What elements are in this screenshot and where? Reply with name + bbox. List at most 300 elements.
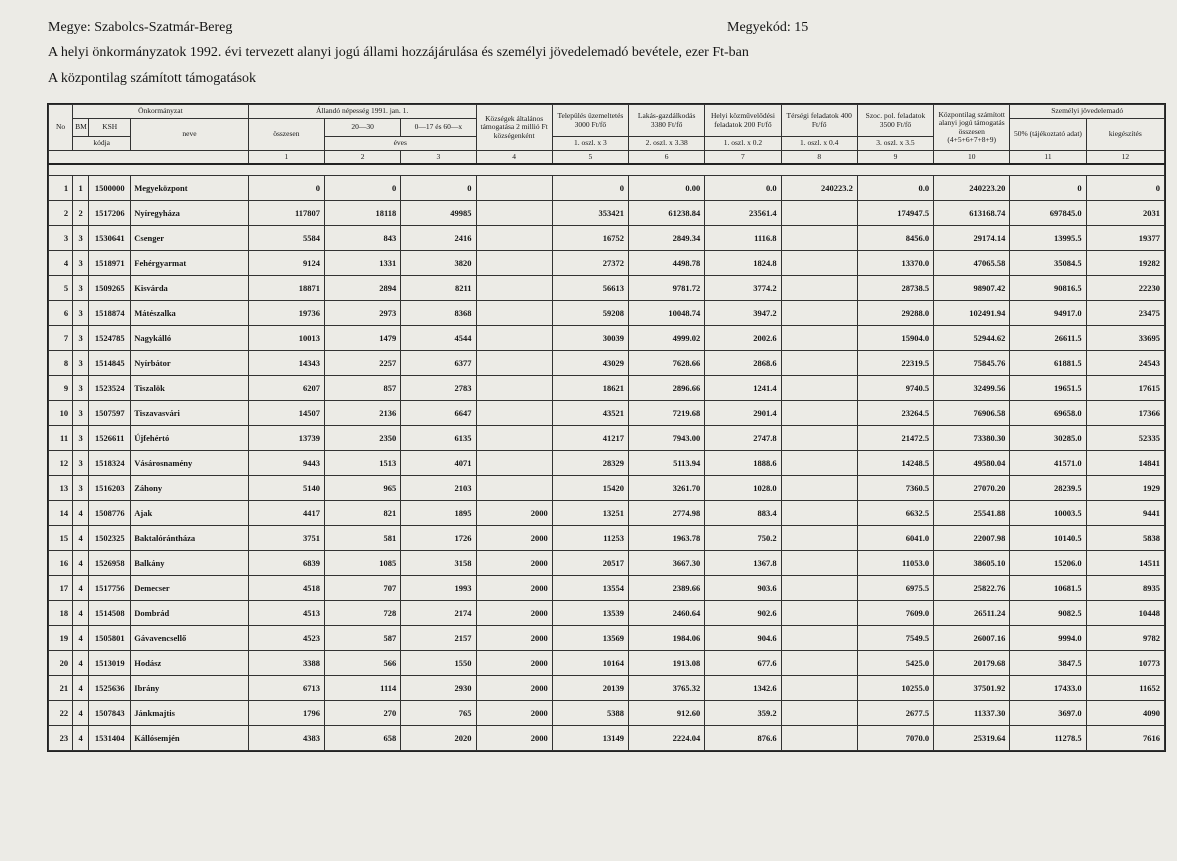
cell-col8 — [781, 576, 857, 601]
cell-col12: 17366 — [1086, 401, 1164, 426]
table-row — [49, 301, 1165, 326]
cell-0-17: 1726 — [401, 526, 476, 551]
cell-bm: 3 — [73, 251, 89, 276]
table-row — [49, 701, 1165, 726]
cell-0-17: 4071 — [401, 451, 476, 476]
cell-col10: 26007.16 — [934, 626, 1010, 651]
cell-bm: 4 — [73, 626, 89, 651]
cell-col8 — [781, 676, 857, 701]
cell-osszesen: 10013 — [248, 326, 324, 351]
cell-col7: 2868.6 — [705, 351, 781, 376]
cell-col4: 2000 — [476, 726, 552, 751]
cell-col11: 3697.0 — [1010, 701, 1086, 726]
cell-no: 23 — [49, 726, 73, 751]
cell-name: Nagykálló — [131, 326, 248, 351]
cell-bm: 4 — [73, 551, 89, 576]
data-table — [48, 104, 1165, 751]
table-row — [49, 526, 1165, 551]
cell-col12: 19377 — [1086, 226, 1164, 251]
cell-bm: 2 — [73, 201, 89, 226]
cell-name: Csenger — [131, 226, 248, 251]
cell-name: Ajak — [131, 501, 248, 526]
header-col6-formula: 2. oszl. x 3.38 — [629, 137, 705, 151]
cell-0-17: 8211 — [401, 276, 476, 301]
cell-name: Újfehértó — [131, 426, 248, 451]
table-row — [49, 551, 1165, 576]
cell-col8 — [781, 626, 857, 651]
cell-bm: 4 — [73, 651, 89, 676]
cell-col9: 23264.5 — [857, 401, 933, 426]
cell-col12: 9782 — [1086, 626, 1164, 651]
cell-0-17: 1550 — [401, 651, 476, 676]
cell-col8: 240223.2 — [781, 176, 857, 201]
cell-col11: 13995.5 — [1010, 226, 1086, 251]
cell-ksh: 1502325 — [89, 526, 131, 551]
cell-col6: 4498.78 — [629, 251, 705, 276]
cell-col12: 0 — [1086, 176, 1164, 201]
cell-col12: 1929 — [1086, 476, 1164, 501]
cell-col4 — [476, 176, 552, 201]
cell-col9: 7609.0 — [857, 601, 933, 626]
cell-col10: 25319.64 — [934, 726, 1010, 751]
cell-col10: 49580.04 — [934, 451, 1010, 476]
cell-col11: 26611.5 — [1010, 326, 1086, 351]
cell-col6: 3765.32 — [629, 676, 705, 701]
cell-col6: 10048.74 — [629, 301, 705, 326]
cell-col8 — [781, 326, 857, 351]
column-number: 11 — [1010, 151, 1086, 165]
cell-20-30: 658 — [324, 726, 400, 751]
cell-col6: 2849.34 — [629, 226, 705, 251]
cell-ksh: 1530641 — [89, 226, 131, 251]
cell-col4: 2000 — [476, 651, 552, 676]
cell-20-30: 1479 — [324, 326, 400, 351]
table-row — [49, 451, 1165, 476]
cell-col8 — [781, 426, 857, 451]
cell-no: 4 — [49, 251, 73, 276]
cell-col7: 904.6 — [705, 626, 781, 651]
cell-bm: 3 — [73, 476, 89, 501]
cell-col5: 11253 — [552, 526, 628, 551]
header-col7-formula: 1. oszl. x 0.2 — [705, 137, 781, 151]
cell-col7: 359.2 — [705, 701, 781, 726]
cell-20-30: 270 — [324, 701, 400, 726]
cell-col9: 2677.5 — [857, 701, 933, 726]
cell-col7: 1367.8 — [705, 551, 781, 576]
cell-20-30: 1513 — [324, 451, 400, 476]
cell-20-30: 2894 — [324, 276, 400, 301]
cell-osszesen: 18871 — [248, 276, 324, 301]
cell-0-17: 8368 — [401, 301, 476, 326]
cell-col6: 7219.68 — [629, 401, 705, 426]
cell-col5: 13569 — [552, 626, 628, 651]
cell-col12: 23475 — [1086, 301, 1164, 326]
cell-name: Megyeközpont — [131, 176, 248, 201]
table-row — [49, 651, 1165, 676]
cell-0-17: 3158 — [401, 551, 476, 576]
cell-col12: 33695 — [1086, 326, 1164, 351]
cell-col7: 883.4 — [705, 501, 781, 526]
table-row — [49, 676, 1165, 701]
cell-col11: 9994.0 — [1010, 626, 1086, 651]
cell-col4 — [476, 476, 552, 501]
cell-col8 — [781, 651, 857, 676]
cell-col10: 27070.20 — [934, 476, 1010, 501]
cell-no: 12 — [49, 451, 73, 476]
cell-col9: 22319.5 — [857, 351, 933, 376]
cell-osszesen: 14343 — [248, 351, 324, 376]
cell-col8 — [781, 501, 857, 526]
cell-ksh: 1516203 — [89, 476, 131, 501]
cell-no: 5 — [49, 276, 73, 301]
cell-col6: 3261.70 — [629, 476, 705, 501]
cell-20-30: 18118 — [324, 201, 400, 226]
cell-osszesen: 3388 — [248, 651, 324, 676]
cell-no: 11 — [49, 426, 73, 451]
cell-col6: 1913.08 — [629, 651, 705, 676]
column-number: 7 — [705, 151, 781, 165]
cell-col7: 3947.2 — [705, 301, 781, 326]
cell-osszesen: 14507 — [248, 401, 324, 426]
cell-col10: 240223.20 — [934, 176, 1010, 201]
cell-col8 — [781, 476, 857, 501]
cell-col6: 7943.00 — [629, 426, 705, 451]
header-separator — [49, 164, 1165, 176]
cell-col4 — [476, 251, 552, 276]
cell-col8 — [781, 601, 857, 626]
header-col6: Lakás-gazdálkodás 3380 Ft/fő — [629, 105, 705, 137]
document-subtitle: A központilag számított támogatások — [48, 71, 257, 86]
table-row — [49, 426, 1165, 451]
cell-col10: 32499.56 — [934, 376, 1010, 401]
column-number: 2 — [324, 151, 400, 165]
cell-col9: 0.0 — [857, 176, 933, 201]
cell-20-30: 1085 — [324, 551, 400, 576]
column-number: 12 — [1086, 151, 1164, 165]
cell-col6: 4999.02 — [629, 326, 705, 351]
cell-col5: 10164 — [552, 651, 628, 676]
header-osszesen: összesen — [248, 119, 324, 151]
column-number: 4 — [476, 151, 552, 165]
cell-col11: 10140.5 — [1010, 526, 1086, 551]
column-number: 8 — [781, 151, 857, 165]
column-number: 10 — [934, 151, 1010, 165]
cell-col10: 37501.92 — [934, 676, 1010, 701]
cell-col10: 25822.76 — [934, 576, 1010, 601]
cell-col12: 8935 — [1086, 576, 1164, 601]
cell-col5: 20517 — [552, 551, 628, 576]
cell-col5: 30039 — [552, 326, 628, 351]
cell-no: 7 — [49, 326, 73, 351]
table-row — [49, 251, 1165, 276]
cell-osszesen: 6713 — [248, 676, 324, 701]
header-bm: BM — [73, 119, 89, 137]
cell-osszesen: 117807 — [248, 201, 324, 226]
cell-20-30: 0 — [324, 176, 400, 201]
cell-col9: 5425.0 — [857, 651, 933, 676]
cell-col7: 1116.8 — [705, 226, 781, 251]
cell-col10: 613168.74 — [934, 201, 1010, 226]
cell-col8 — [781, 276, 857, 301]
header-col5-formula: 1. oszl. x 3 — [552, 137, 628, 151]
cell-bm: 3 — [73, 351, 89, 376]
cell-col11: 94917.0 — [1010, 301, 1086, 326]
cell-col5: 56613 — [552, 276, 628, 301]
cell-col5: 43521 — [552, 401, 628, 426]
cell-col7: 1342.6 — [705, 676, 781, 701]
cell-col5: 0 — [552, 176, 628, 201]
cell-col12: 5838 — [1086, 526, 1164, 551]
cell-col11: 69658.0 — [1010, 401, 1086, 426]
cell-no: 10 — [49, 401, 73, 426]
table-row — [49, 401, 1165, 426]
cell-name: Mátészalka — [131, 301, 248, 326]
cell-col4 — [476, 276, 552, 301]
cell-no: 14 — [49, 501, 73, 526]
cell-col9: 6041.0 — [857, 526, 933, 551]
cell-0-17: 1993 — [401, 576, 476, 601]
cell-col5: 18621 — [552, 376, 628, 401]
table-row — [49, 626, 1165, 651]
cell-col6: 2389.66 — [629, 576, 705, 601]
cell-col8 — [781, 301, 857, 326]
cell-col5: 353421 — [552, 201, 628, 226]
cell-col9: 28738.5 — [857, 276, 933, 301]
cell-col4 — [476, 426, 552, 451]
cell-col8 — [781, 526, 857, 551]
cell-col4: 2000 — [476, 501, 552, 526]
cell-col12: 52335 — [1086, 426, 1164, 451]
cell-col6: 2460.64 — [629, 601, 705, 626]
cell-name: Nyíregyháza — [131, 201, 248, 226]
cell-20-30: 965 — [324, 476, 400, 501]
cell-col6: 7628.66 — [629, 351, 705, 376]
cell-col12: 2031 — [1086, 201, 1164, 226]
cell-name: Gávavencsellő — [131, 626, 248, 651]
cell-20-30: 1331 — [324, 251, 400, 276]
header-col12: kiegészítés — [1086, 119, 1164, 151]
cell-col9: 8456.0 — [857, 226, 933, 251]
cell-col5: 59208 — [552, 301, 628, 326]
cell-col10: 98907.42 — [934, 276, 1010, 301]
cell-col12: 19282 — [1086, 251, 1164, 276]
cell-col10: 76906.58 — [934, 401, 1010, 426]
header-colnum-blank — [49, 151, 249, 165]
cell-no: 21 — [49, 676, 73, 701]
header-col4: Községek általános támogatása 2 millió Ft községenként — [476, 105, 552, 151]
cell-col11: 0 — [1010, 176, 1086, 201]
header-col5: Település üzemeltetés 3000 Ft/fő — [552, 105, 628, 137]
cell-col7: 2747.8 — [705, 426, 781, 451]
cell-ksh: 1518971 — [89, 251, 131, 276]
cell-bm: 4 — [73, 576, 89, 601]
cell-ksh: 1517206 — [89, 201, 131, 226]
cell-osszesen: 4383 — [248, 726, 324, 751]
cell-col11: 3847.5 — [1010, 651, 1086, 676]
cell-col12: 24543 — [1086, 351, 1164, 376]
cell-osszesen: 9124 — [248, 251, 324, 276]
cell-col9: 6632.5 — [857, 501, 933, 526]
cell-name: Baktalórántháza — [131, 526, 248, 551]
cell-osszesen: 5140 — [248, 476, 324, 501]
cell-bm: 4 — [73, 726, 89, 751]
cell-col11: 61881.5 — [1010, 351, 1086, 376]
cell-col4 — [476, 376, 552, 401]
cell-0-17: 6377 — [401, 351, 476, 376]
cell-20-30: 1114 — [324, 676, 400, 701]
cell-0-17: 2103 — [401, 476, 476, 501]
cell-col10: 22007.98 — [934, 526, 1010, 551]
cell-bm: 3 — [73, 276, 89, 301]
header-eves: éves — [324, 137, 476, 151]
column-number: 9 — [857, 151, 933, 165]
cell-col4 — [476, 351, 552, 376]
cell-col9: 7070.0 — [857, 726, 933, 751]
cell-col6: 3667.30 — [629, 551, 705, 576]
cell-20-30: 821 — [324, 501, 400, 526]
cell-ksh: 1526611 — [89, 426, 131, 451]
cell-col9: 7549.5 — [857, 626, 933, 651]
cell-20-30: 2973 — [324, 301, 400, 326]
cell-0-17: 6135 — [401, 426, 476, 451]
cell-col6: 61238.84 — [629, 201, 705, 226]
cell-col11: 28239.5 — [1010, 476, 1086, 501]
cell-name: Demecser — [131, 576, 248, 601]
cell-col9: 7360.5 — [857, 476, 933, 501]
cell-ksh: 1514845 — [89, 351, 131, 376]
cell-no: 20 — [49, 651, 73, 676]
cell-no: 2 — [49, 201, 73, 226]
cell-col8 — [781, 376, 857, 401]
cell-col7: 2002.6 — [705, 326, 781, 351]
cell-col5: 13149 — [552, 726, 628, 751]
cell-name: Hodász — [131, 651, 248, 676]
cell-0-17: 2930 — [401, 676, 476, 701]
table-row — [49, 201, 1165, 226]
cell-ksh: 1524785 — [89, 326, 131, 351]
cell-col12: 14511 — [1086, 551, 1164, 576]
cell-col7: 750.2 — [705, 526, 781, 551]
cell-ksh: 1531404 — [89, 726, 131, 751]
header-neve: neve — [131, 119, 248, 151]
cell-col5: 27372 — [552, 251, 628, 276]
column-number: 1 — [248, 151, 324, 165]
cell-col11: 697845.0 — [1010, 201, 1086, 226]
cell-col12: 9441 — [1086, 501, 1164, 526]
cell-name: Balkány — [131, 551, 248, 576]
cell-col4: 2000 — [476, 576, 552, 601]
cell-col9: 29288.0 — [857, 301, 933, 326]
header-col9: Szoc. pol. feladatok 3500 Ft/fő — [857, 105, 933, 137]
cell-col10: 47065.58 — [934, 251, 1010, 276]
cell-col4: 2000 — [476, 551, 552, 576]
cell-col10: 73380.30 — [934, 426, 1010, 451]
cell-col6: 912.60 — [629, 701, 705, 726]
cell-col10: 75845.76 — [934, 351, 1010, 376]
cell-col5: 28329 — [552, 451, 628, 476]
cell-no: 15 — [49, 526, 73, 551]
cell-col9: 6975.5 — [857, 576, 933, 601]
cell-col12: 14841 — [1086, 451, 1164, 476]
cell-no: 8 — [49, 351, 73, 376]
cell-ksh: 1526958 — [89, 551, 131, 576]
cell-osszesen: 1796 — [248, 701, 324, 726]
cell-col4: 2000 — [476, 626, 552, 651]
cell-ksh: 1518324 — [89, 451, 131, 476]
cell-no: 1 — [49, 176, 73, 201]
cell-col7: 1028.0 — [705, 476, 781, 501]
cell-20-30: 2136 — [324, 401, 400, 426]
cell-col12: 11652 — [1086, 676, 1164, 701]
cell-0-17: 2020 — [401, 726, 476, 751]
cell-col9: 10255.0 — [857, 676, 933, 701]
cell-col7: 876.6 — [705, 726, 781, 751]
cell-col12: 4090 — [1086, 701, 1164, 726]
cell-col8 — [781, 351, 857, 376]
cell-col5: 13554 — [552, 576, 628, 601]
cell-name: Nyírbátor — [131, 351, 248, 376]
cell-col5: 16752 — [552, 226, 628, 251]
cell-col11: 11278.5 — [1010, 726, 1086, 751]
county-label: Megye: Szabolcs-Szatmár-Bereg — [48, 20, 233, 35]
table-row — [49, 276, 1165, 301]
cell-col5: 43029 — [552, 351, 628, 376]
cell-osszesen: 6839 — [248, 551, 324, 576]
cell-col4 — [476, 401, 552, 426]
cell-no: 16 — [49, 551, 73, 576]
cell-col6: 5113.94 — [629, 451, 705, 476]
cell-col6: 2774.98 — [629, 501, 705, 526]
cell-ksh: 1517756 — [89, 576, 131, 601]
cell-osszesen: 0 — [248, 176, 324, 201]
cell-col10: 29174.14 — [934, 226, 1010, 251]
cell-col5: 13251 — [552, 501, 628, 526]
cell-bm: 1 — [73, 176, 89, 201]
cell-col11: 35084.5 — [1010, 251, 1086, 276]
cell-col9: 11053.0 — [857, 551, 933, 576]
cell-no: 17 — [49, 576, 73, 601]
cell-col4: 2000 — [476, 701, 552, 726]
cell-col9: 13370.0 — [857, 251, 933, 276]
cell-0-17: 2174 — [401, 601, 476, 626]
cell-col10: 25541.88 — [934, 501, 1010, 526]
cell-name: Dombrád — [131, 601, 248, 626]
cell-osszesen: 4523 — [248, 626, 324, 651]
cell-col6: 1963.78 — [629, 526, 705, 551]
cell-name: Jánkmajtis — [131, 701, 248, 726]
cell-ksh: 1509265 — [89, 276, 131, 301]
table-body — [49, 164, 1165, 751]
cell-bm: 4 — [73, 601, 89, 626]
cell-col10: 11337.30 — [934, 701, 1010, 726]
cell-col6: 2224.04 — [629, 726, 705, 751]
header-col11: 50% (tájékoztató adat) — [1010, 119, 1086, 151]
cell-ksh: 1514508 — [89, 601, 131, 626]
cell-col7: 2901.4 — [705, 401, 781, 426]
cell-col11: 10681.5 — [1010, 576, 1086, 601]
cell-col4 — [476, 451, 552, 476]
cell-no: 6 — [49, 301, 73, 326]
table-row — [49, 476, 1165, 501]
cell-col7: 1824.8 — [705, 251, 781, 276]
header-col9-formula: 3. oszl. x 3.5 — [857, 137, 933, 151]
cell-col4 — [476, 226, 552, 251]
cell-osszesen: 5584 — [248, 226, 324, 251]
cell-col8 — [781, 451, 857, 476]
cell-20-30: 587 — [324, 626, 400, 651]
cell-col4: 2000 — [476, 526, 552, 551]
cell-0-17: 4544 — [401, 326, 476, 351]
